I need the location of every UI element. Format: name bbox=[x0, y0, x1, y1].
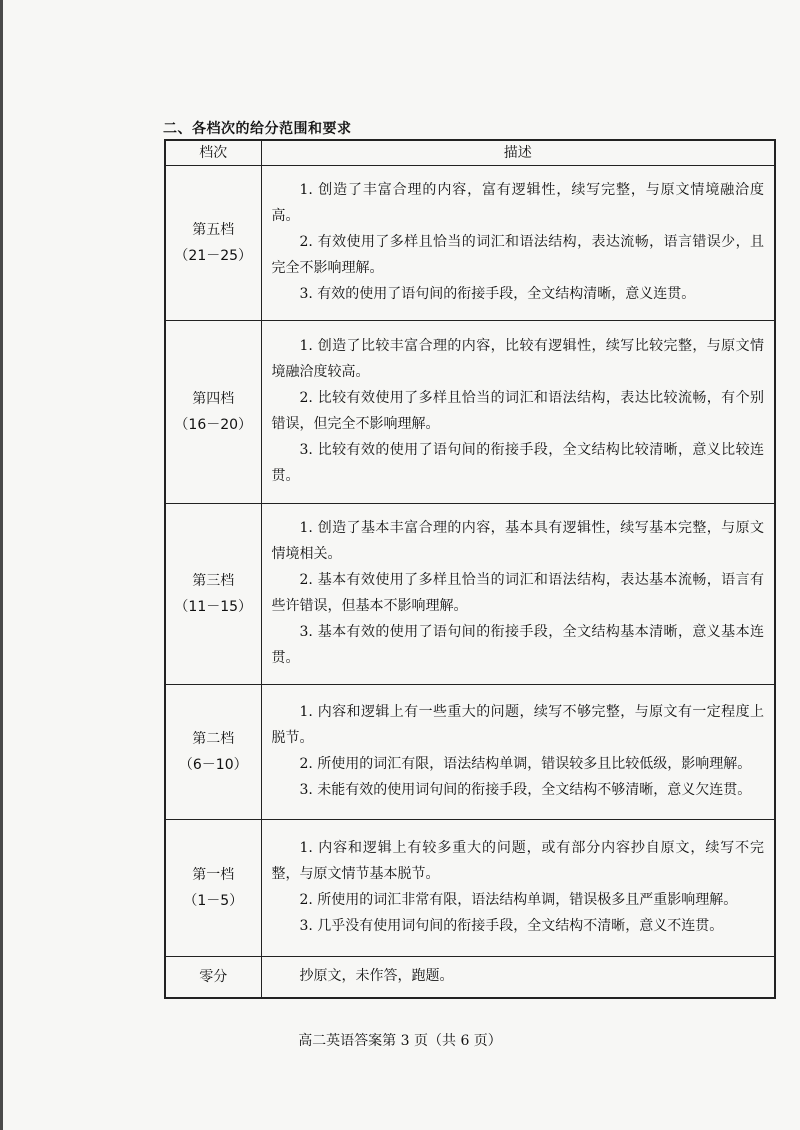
level-name: 第二档 bbox=[192, 731, 235, 747]
table-row bbox=[165, 166, 775, 321]
description-cell bbox=[261, 685, 775, 820]
level-cell bbox=[165, 820, 261, 957]
score-range: （16－20） bbox=[174, 417, 253, 433]
score-range: （1－5） bbox=[183, 893, 244, 909]
level-name: 第三档 bbox=[192, 573, 235, 589]
grading-table bbox=[164, 139, 776, 999]
description-cell bbox=[261, 820, 775, 957]
table-header-row bbox=[165, 140, 775, 166]
level-cell bbox=[165, 321, 261, 504]
level-cell bbox=[165, 166, 261, 321]
criteria-list bbox=[272, 699, 765, 803]
criteria-list bbox=[272, 177, 765, 307]
criterion: 1. 内容和逻辑上有较多重大的问题，或有部分内容抄自原文，续写不完整，与原文情节基本脱节。 bbox=[271, 840, 764, 882]
level-column-header: 档次 bbox=[165, 140, 261, 166]
table-row bbox=[165, 685, 775, 820]
criterion: 3. 基本有效的使用了语句间的衔接手段，全文结构基本清晰，意义基本连贯。 bbox=[271, 624, 764, 666]
description-cell bbox=[261, 166, 775, 321]
level-name: 第一档 bbox=[192, 867, 235, 883]
criterion: 1. 创造了基本丰富合理的内容，基本具有逻辑性，续写基本完整，与原文情境相关。 bbox=[271, 520, 764, 562]
level-cell bbox=[165, 685, 261, 820]
level-name: 第四档 bbox=[192, 391, 235, 407]
level-name: 零分 bbox=[199, 969, 228, 985]
description-column-header: 描述 bbox=[261, 140, 775, 166]
page-footer: 高二英语答案第 3 页（共 6 页） bbox=[298, 1033, 502, 1049]
description-cell bbox=[261, 321, 775, 504]
table-row bbox=[165, 957, 775, 999]
level-cell bbox=[165, 504, 261, 685]
criterion: 2. 比较有效使用了多样且恰当的词汇和语法结构，表达比较流畅，有个别错误，但完全不影响理解。 bbox=[271, 390, 764, 432]
description-cell bbox=[261, 504, 775, 685]
criterion: 2. 所使用的词汇有限，语法结构单调，错误较多且比较低级，影响理解。 bbox=[299, 756, 752, 772]
criteria-list bbox=[272, 835, 765, 939]
criterion: 1. 创造了丰富合理的内容，富有逻辑性，续写完整，与原文情境融洽度高。 bbox=[271, 182, 764, 224]
criterion: 2. 有效使用了多样且恰当的词汇和语法结构，表达流畅，语言错误少，且完全不影响理解。 bbox=[271, 234, 764, 276]
score-range: （11－15） bbox=[174, 599, 253, 615]
page-edge-shadow bbox=[0, 0, 3, 1130]
zero-score-description: 抄原文，未作答，跑题。 bbox=[261, 957, 775, 999]
table-row bbox=[165, 820, 775, 957]
criteria-list bbox=[272, 333, 765, 489]
criterion: 1. 内容和逻辑上有一些重大的问题，续写不够完整，与原文有一定程度上脱节。 bbox=[271, 704, 764, 746]
level-name: 第五档 bbox=[192, 222, 235, 238]
table-row bbox=[165, 504, 775, 685]
criterion: 2. 基本有效使用了多样且恰当的词汇和语法结构，表达基本流畅，语言有些许错误，但基本不影响理解。 bbox=[271, 572, 764, 614]
level-cell bbox=[165, 957, 261, 999]
criterion: 2. 所使用的词汇非常有限，语法结构单调，错误极多且严重影响理解。 bbox=[299, 892, 738, 908]
criterion: 3. 有效的使用了语句间的衔接手段，全文结构清晰，意义连贯。 bbox=[299, 286, 696, 302]
table-row bbox=[165, 321, 775, 504]
score-range: （6－10） bbox=[178, 757, 248, 773]
criterion: 3. 比较有效的使用了语句间的衔接手段，全文结构比较清晰，意义比较连贯。 bbox=[271, 442, 764, 484]
criterion: 3. 几乎没有使用词句间的衔接手段，全文结构不清晰，意义不连贯。 bbox=[299, 918, 724, 934]
section-title: 二、各档次的给分范围和要求 bbox=[163, 121, 352, 137]
criterion: 1. 创造了比较丰富合理的内容，比较有逻辑性，续写比较完整，与原文情境融洽度较高。 bbox=[271, 338, 764, 380]
criterion: 3. 未能有效的使用词句间的衔接手段，全文结构不够清晰，意义欠连贯。 bbox=[299, 782, 752, 798]
score-range: （21－25） bbox=[174, 248, 253, 264]
criteria-list bbox=[272, 515, 765, 671]
